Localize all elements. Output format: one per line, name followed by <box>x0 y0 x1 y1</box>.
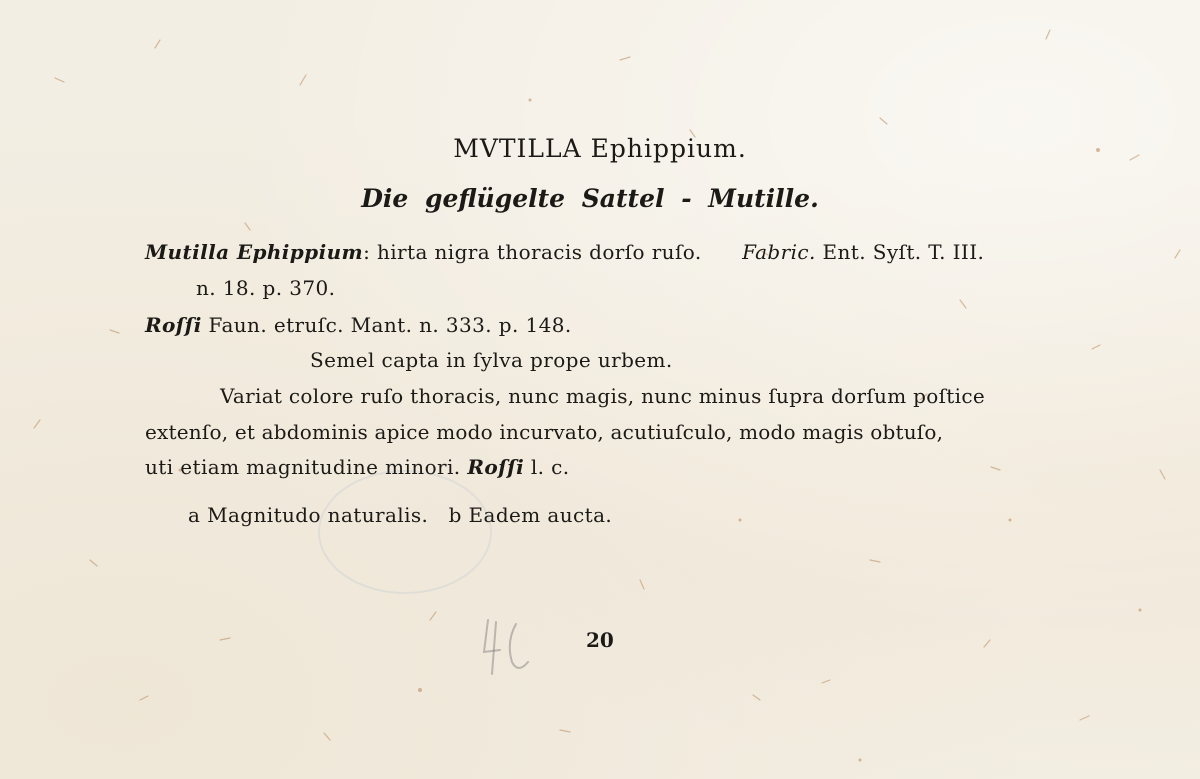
german-subtitle: Die geflügelte Sattel - Mutille. <box>361 184 819 213</box>
reference-fabricius <box>145 240 984 264</box>
description-line-1: Variat colore ruſo thoracis, nunc magis, nunc minus ſupra dorſum poſtice <box>220 384 985 408</box>
diagnosis-text: : hirta nigra thoracis dorſo ruſo. <box>363 240 702 264</box>
source-text: Ent. Syſt. T. III. <box>822 240 985 264</box>
species-name: Ephippium. <box>590 134 747 163</box>
page-title <box>0 134 1200 163</box>
genus-name: MVTILLA <box>453 134 582 163</box>
species-citation: Mutilla Ephippium <box>145 240 364 264</box>
description-line-2: extenſo, et abdominis apice modo incurvato, acutiuſculo, modo magis obtuſo, <box>145 420 944 444</box>
rossi-source: Faun. etruſc. Mant. n. 333. p. 148. <box>208 313 572 337</box>
figure-legend: a Magnitudo naturalis. b Eadem aucta. <box>188 503 613 527</box>
author-rossi: Roſſi <box>145 313 202 337</box>
reference-continuation: n. 18. p. 370. <box>196 276 336 300</box>
habitat-note: Semel capta in ſylva prope urbem. <box>310 348 673 372</box>
description-text: uti etiam magnitudine minori. <box>145 455 461 479</box>
loco-citato: l. c. <box>530 455 570 479</box>
author-rossi-ref: Roſſi <box>467 455 525 479</box>
page-number: 20 <box>586 628 614 652</box>
description-line-3 <box>145 455 570 479</box>
author-fabricius: Fabric. <box>742 240 816 264</box>
reference-rossi <box>145 313 572 337</box>
pencil-annotation-mark <box>478 612 548 682</box>
faint-library-stamp <box>318 470 492 594</box>
